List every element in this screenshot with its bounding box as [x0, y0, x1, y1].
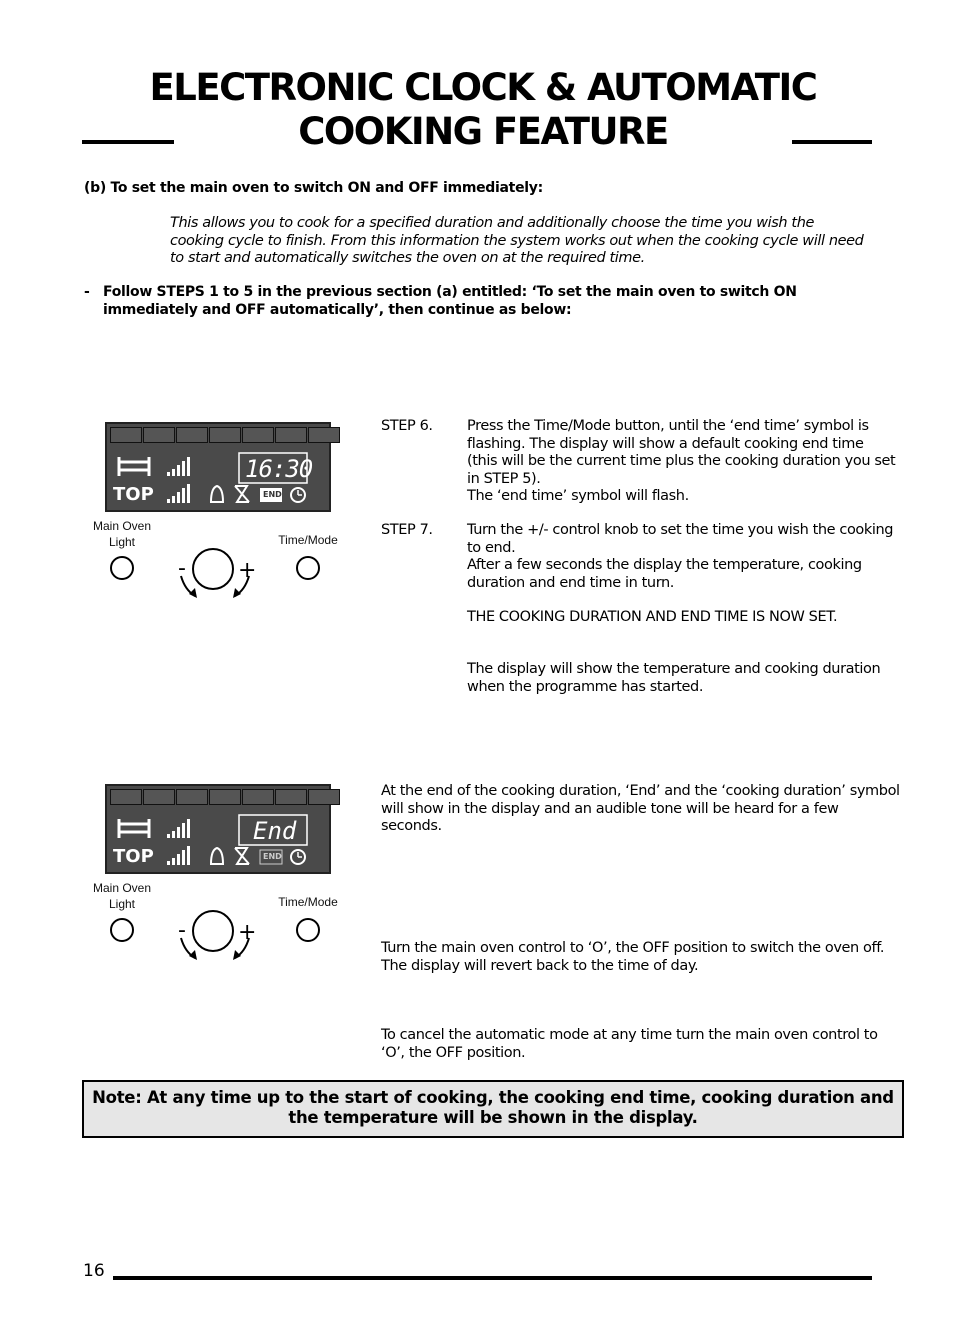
title-rule-left: [82, 140, 174, 144]
step-6-text-main: Press the Time/Mode button, until the ‘end time’ symbol is flashing. The display will show a default cooking end time (this will be the current time plus the cooking duration you set in STEP 5).: [467, 418, 896, 487]
display-info-text: The display will show the temperature and cooking duration when the programme has started.: [467, 661, 881, 695]
step-7-label: STEP 7.: [381, 522, 433, 538]
power-bars-icon: [167, 457, 190, 476]
page-title-line1: ELECTRONIC CLOCK & AUTOMATIC: [149, 66, 817, 109]
grill-icon: [119, 457, 149, 476]
step-7-text-extra: After a few seconds the display the temperature, cooking duration and end time in turn.: [467, 557, 862, 591]
page-number: 16: [83, 1261, 105, 1281]
control-panel-1: [92, 422, 365, 632]
page-title-line2: COOKING FEATURE: [298, 110, 668, 153]
step-7-text: [467, 522, 897, 592]
digital-readout: 16:30: [245, 455, 313, 483]
end-label-2: END: [263, 852, 282, 861]
top-label: TOP: [113, 484, 154, 505]
knob-arrows-icon-2: [175, 934, 255, 964]
step-6-label: STEP 6.: [381, 418, 433, 434]
time-mode-label: Time/Mode: [278, 533, 338, 547]
section-heading: (b) To set the main oven to switch ON and OFF immediately:: [84, 180, 543, 196]
step-6-text: [467, 418, 897, 506]
bell-icon-2: [211, 848, 223, 864]
bell-icon: [211, 486, 223, 502]
cancel-info-text: To cancel the automatic mode at any time turn the main oven control to ‘O’, the OFF position.: [381, 1027, 878, 1061]
section-intro: This allows you to cook for a specified duration and additionally choose the time you wish the cooking cycle to finish. From this information the system works out when the cooking cycle will need to start and automatically switches the oven on at the required time.: [170, 215, 864, 266]
time-mode-button[interactable]: [296, 556, 320, 580]
bullet-dash: -: [84, 284, 90, 300]
top-label-2: TOP: [113, 846, 154, 867]
note-box: Note: At any time up to the start of cooking, the cooking end time, cooking duration and the temperature will be shown in the display.: [82, 1080, 904, 1138]
footer-rule: [113, 1276, 872, 1280]
oven-display-2: [105, 784, 331, 874]
title-rule-right: [792, 140, 872, 144]
main-oven-light-button[interactable]: [110, 556, 134, 580]
power-bars-icon-4: [167, 846, 190, 865]
time-mode-label-2: Time/Mode: [278, 895, 338, 909]
main-oven-light-label: Main Oven Light: [92, 519, 152, 549]
duration-icon: [235, 486, 249, 502]
end-label: END: [263, 490, 282, 499]
minus-sign: -: [178, 556, 186, 581]
digital-readout-2: End: [253, 817, 297, 845]
duration-icon-2: [235, 848, 249, 864]
knob-arrows-icon: [175, 572, 255, 602]
power-bars-icon-2: [167, 484, 190, 503]
plus-sign: +: [238, 558, 257, 583]
main-oven-light-label-2: Main Oven Light: [92, 881, 152, 911]
confirm-text: THE COOKING DURATION AND END TIME IS NOW SET.: [467, 609, 838, 625]
step-7-text-main: Turn the +/- control knob to set the time you wish the cooking to end.: [467, 522, 894, 556]
control-panel-2: [92, 784, 365, 994]
power-bars-icon-3: [167, 819, 190, 838]
grill-icon-2: [119, 819, 149, 838]
oven-display-1: [105, 422, 331, 512]
minus-sign-2: -: [178, 918, 186, 943]
time-mode-button-2[interactable]: [296, 918, 320, 942]
step-6-text-extra: The ‘end time’ symbol will flash.: [467, 488, 689, 504]
bullet-text: Follow STEPS 1 to 5 in the previous section (a) entitled: ‘To set the main oven to switch ON immediately and OFF automatically’, then continue as below:: [103, 284, 797, 318]
end-info-text: At the end of the cooking duration, ‘End’ and the ‘cooking duration’ symbol will show in the display and an audible tone will be heard for a few seconds.: [381, 783, 900, 834]
plus-sign-2: +: [238, 920, 257, 945]
main-oven-light-button-2[interactable]: [110, 918, 134, 942]
off-info-text: Turn the main oven control to ‘O’, the OFF position to switch the oven off. The display will revert back to the time of day.: [381, 940, 885, 974]
